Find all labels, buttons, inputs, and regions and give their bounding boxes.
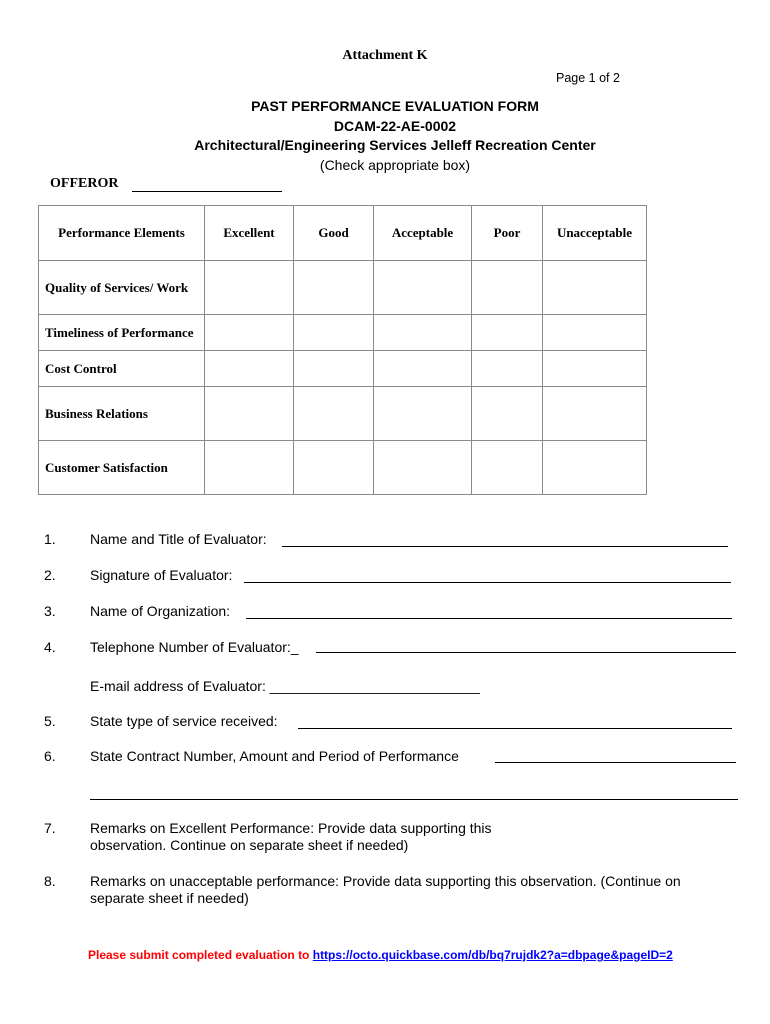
row-label-quality: Quality of Services/ Work <box>39 261 205 315</box>
header-poor: Poor <box>472 206 543 261</box>
excellent-remarks-line-2: observation. Continue on separate sheet if needed) <box>90 837 409 853</box>
checkbox-cell[interactable] <box>543 315 647 351</box>
contract-info-input-line-2[interactable] <box>90 799 738 800</box>
signature-label: Signature of Evaluator: <box>90 567 233 583</box>
excellent-remarks-text <box>90 820 492 854</box>
unacceptable-remarks-text <box>90 873 681 907</box>
unacceptable-remarks-line-1: Remarks on unacceptable performance: Provide data supporting this observation. (Continue on <box>90 873 681 889</box>
unacceptable-remarks-line-2: separate sheet if needed) <box>90 890 249 906</box>
item-number: 3. <box>44 603 56 619</box>
contract-info-label: State Contract Number, Amount and Period of Performance <box>90 748 459 764</box>
form-titles <box>0 97 770 175</box>
header-excellent: Excellent <box>205 206 294 261</box>
email-label[interactable]: E-mail address of Evaluator: ___________________________ <box>90 678 480 694</box>
checkbox-cell[interactable] <box>205 315 294 351</box>
check-instruction: (Check appropriate box) <box>319 156 471 173</box>
checkbox-cell[interactable] <box>294 261 374 315</box>
organization-input-line[interactable] <box>246 618 732 619</box>
checkbox-cell[interactable] <box>374 351 472 387</box>
solicitation-number: DCAM-22-AE-0002 <box>333 117 457 134</box>
checkbox-cell[interactable] <box>374 315 472 351</box>
table-row <box>39 261 647 315</box>
quickbase-link[interactable]: https://octo.quickbase.com/db/bq7rujdk2?a=dbpage&pageID=2 <box>312 948 673 962</box>
checkbox-cell[interactable] <box>205 387 294 441</box>
project-name: Architectural/Engineering Services Jelleff Recreation Center <box>194 137 596 153</box>
item-number: 7. <box>44 820 56 836</box>
checkbox-cell[interactable] <box>294 441 374 495</box>
checkbox-cell[interactable] <box>543 387 647 441</box>
header-good: Good <box>294 206 374 261</box>
checkbox-cell[interactable] <box>374 387 472 441</box>
telephone-label: Telephone Number of Evaluator:_ <box>90 639 299 655</box>
row-label-business-relations: Business Relations <box>39 387 205 441</box>
checkbox-cell[interactable] <box>294 387 374 441</box>
form-title: PAST PERFORMANCE EVALUATION FORM <box>251 98 539 114</box>
row-label-customer-satisfaction: Customer Satisfaction <box>39 441 205 495</box>
offeror-field <box>50 176 282 192</box>
checkbox-cell[interactable] <box>374 261 472 315</box>
telephone-input-line[interactable] <box>316 652 736 653</box>
page-number: Page 1 of 2 <box>556 71 620 85</box>
offeror-input-line[interactable] <box>132 177 282 192</box>
contract-info-input-line[interactable] <box>495 762 736 763</box>
item-number: 5. <box>44 713 56 729</box>
item-number: 2. <box>44 567 56 583</box>
excellent-remarks-line-1: Remarks on Excellent Performance: Provide data supporting this <box>90 820 492 836</box>
signature-input-line[interactable] <box>244 582 731 583</box>
checkbox-cell[interactable] <box>543 351 647 387</box>
checkbox-cell[interactable] <box>205 261 294 315</box>
checkbox-cell[interactable] <box>294 351 374 387</box>
header-unacceptable: Unacceptable <box>543 206 647 261</box>
checkbox-cell[interactable] <box>472 315 543 351</box>
organization-label: Name of Organization: <box>90 603 231 619</box>
checkbox-cell[interactable] <box>205 441 294 495</box>
checkbox-cell[interactable] <box>543 441 647 495</box>
row-label-cost-control: Cost Control <box>39 351 205 387</box>
checkbox-cell[interactable] <box>472 261 543 315</box>
checkbox-cell[interactable] <box>472 441 543 495</box>
checkbox-cell[interactable] <box>294 315 374 351</box>
item-number: 1. <box>44 531 56 547</box>
table-row <box>39 315 647 351</box>
attachment-label: Attachment K <box>342 48 428 63</box>
performance-table <box>38 205 647 495</box>
table-row <box>39 441 647 495</box>
row-label-timeliness: Timeliness of Performance <box>39 315 205 351</box>
table-header-row <box>39 206 647 261</box>
submission-footer <box>88 948 673 962</box>
header-acceptable: Acceptable <box>374 206 472 261</box>
checkbox-cell[interactable] <box>472 387 543 441</box>
offeror-label: OFFEROR <box>50 176 119 191</box>
item-number: 4. <box>44 639 56 655</box>
checkbox-cell[interactable] <box>205 351 294 387</box>
footer-instruction: Please submit completed evaluation to <box>88 948 313 962</box>
checkbox-cell[interactable] <box>374 441 472 495</box>
table-row <box>39 387 647 441</box>
checkbox-cell[interactable] <box>472 351 543 387</box>
evaluator-name-input-line[interactable] <box>282 546 728 547</box>
item-number: 6. <box>44 748 56 764</box>
service-type-input-line[interactable] <box>298 728 732 729</box>
item-number: 8. <box>44 873 56 889</box>
header-performance-elements: Performance Elements <box>39 206 205 261</box>
service-type-label: State type of service received: <box>90 713 278 729</box>
evaluator-name-label: Name and Title of Evaluator: <box>90 531 267 547</box>
checkbox-cell[interactable] <box>543 261 647 315</box>
table-row <box>39 351 647 387</box>
